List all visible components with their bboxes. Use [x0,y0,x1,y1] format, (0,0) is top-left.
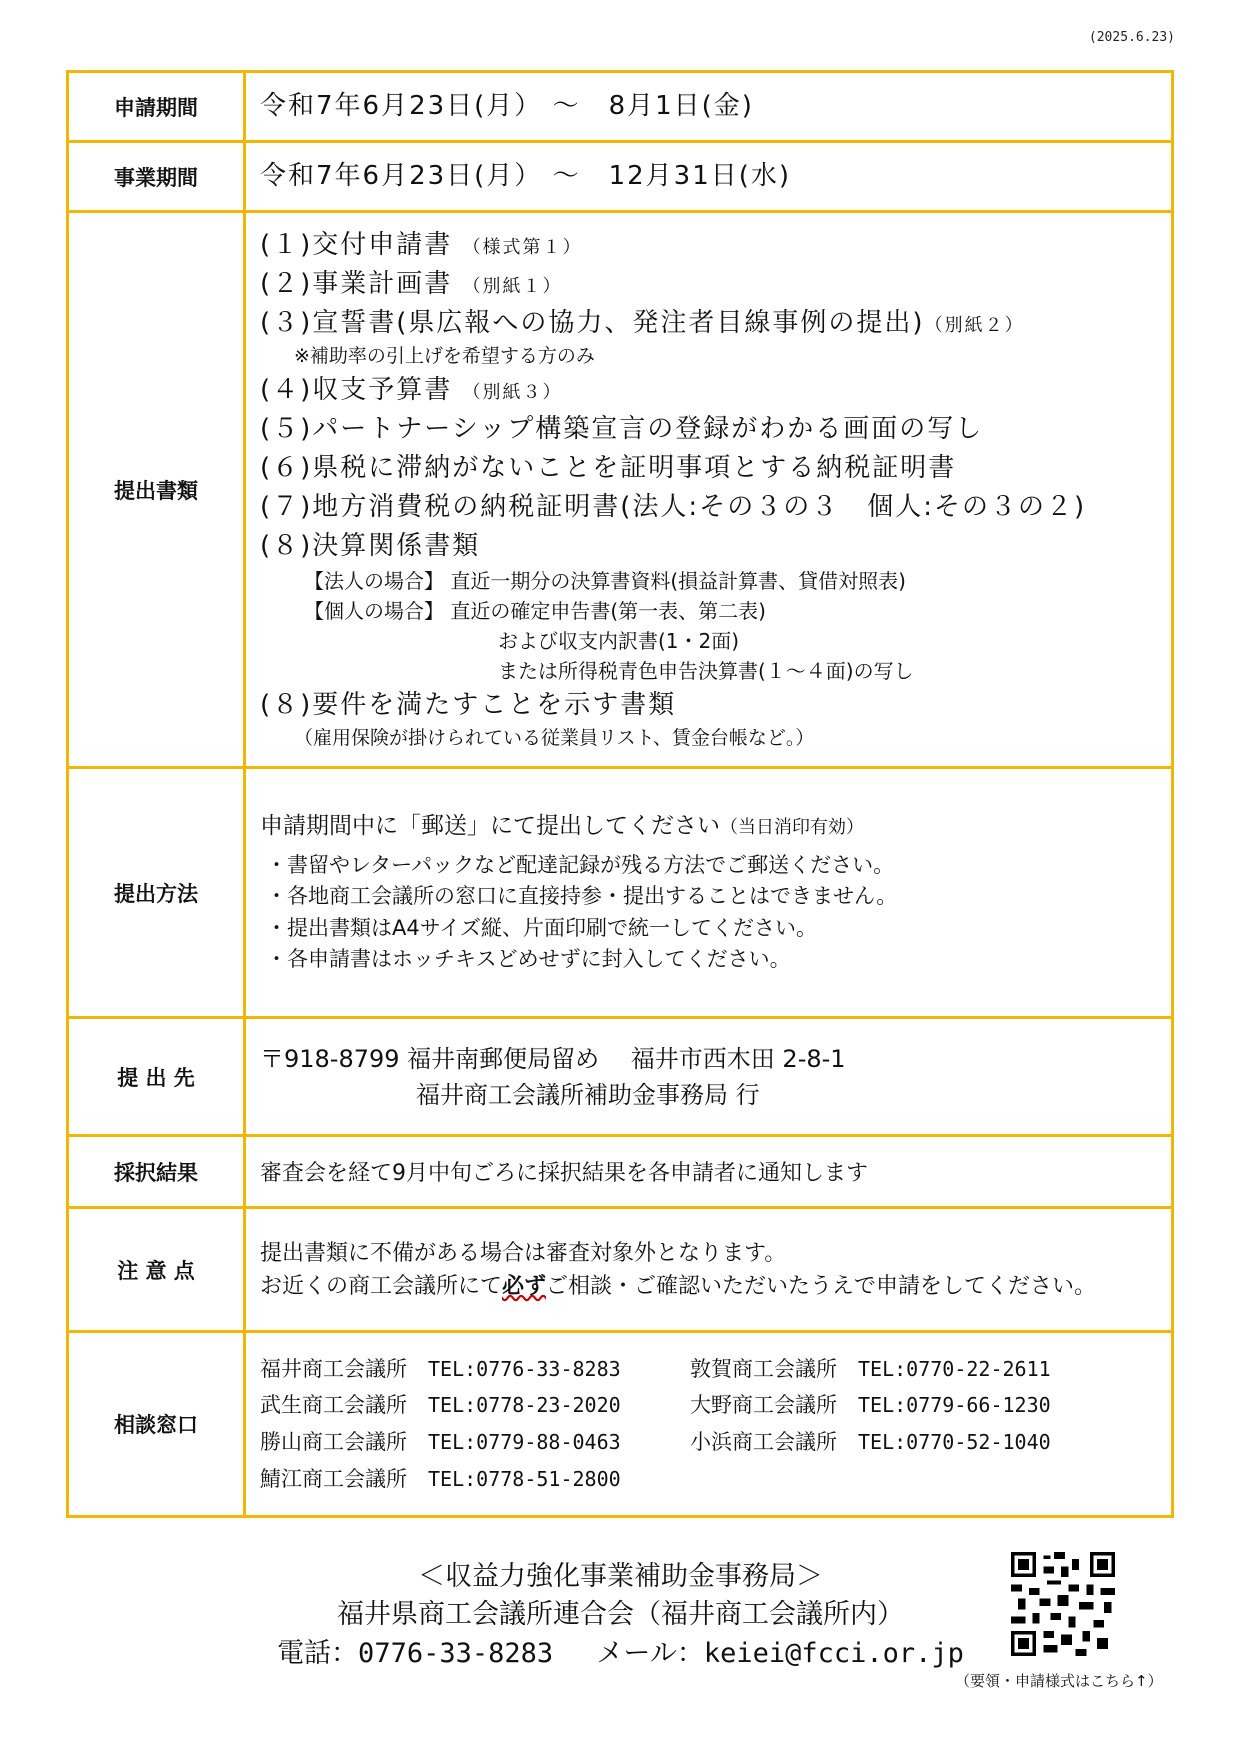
documents-list [245,212,1173,768]
doc-item: (２)事業計画書 （別紙１） [260,269,563,300]
contacts-grid [260,1351,1171,1498]
documents-label: 提出書類 [68,212,245,768]
destination-content [245,1018,1173,1136]
issue-date: (2025.6.23) [1088,30,1175,45]
notes-line: お近くの商工会議所にて必ずご相談・ご確認いただいたうえで申請をしてください。 [260,1273,1097,1299]
method-bullets [260,850,1171,976]
doc-corp-note: 【法人の場合】 直近一期分の決算書資料(損益計算書、貸借対照表) [304,569,906,593]
contacts-content [245,1332,1173,1517]
destination-recipient: 福井商工会議所補助金事務局 行 [416,1080,760,1109]
qr-code-icon[interactable] [1011,1552,1115,1656]
doc-item-note: ※補助率の引上げを希望する方のみ [294,345,595,368]
row-method [68,768,1173,1018]
doc-item: (８)要件を満たすことを示す書類 [260,690,677,720]
contact-item: 勝山商工会議所 TEL:0779-88-0463 [260,1430,621,1454]
footer-org: 福井県商工会議所連合会（福井商工会議所内） [337,1599,904,1631]
list-item: ・提出書類はA4サイズ縦、片面印刷で統一してください。 [266,915,818,940]
method-label: 提出方法 [68,768,245,1018]
info-table [66,70,1174,1518]
contact-item: 小浜商工会議所 TEL:0770-52-1040 [690,1430,1051,1454]
list-item: ・各申請書はホッチキスどめせずに封入してください。 [266,947,791,972]
row-apply-period [68,72,1173,142]
doc-req-note: （雇用保険が掛けられている従業員リスト、賃金台帳など。） [294,727,815,749]
row-destination [68,1018,1173,1136]
doc-item: (１)交付申請書 （様式第１） [260,230,583,261]
method-lead: 申請期間中に「郵送」にて提出してください（当日消印有効） [260,813,864,840]
footer-contact: 電話：0776-33-8283 メール：keiei@fcci.or.jp [277,1637,964,1669]
apply-period-label: 申請期間 [68,72,245,142]
footer-title: ＜収益力強化事業補助金事務局＞ [418,1561,823,1592]
doc-item: (６)県税に滞納がないことを証明事項とする納税証明書 [260,453,957,483]
notes-line: 提出書類に不備がある場合は審査対象外となります。 [260,1240,787,1266]
doc-item: (４)収支予算書 （別紙３） [260,375,563,405]
result-label: 採択結果 [68,1136,245,1208]
business-period-label: 事業期間 [68,142,245,212]
row-contacts [68,1332,1173,1517]
contact-item: 福井商工会議所 TEL:0776-33-8283 [260,1356,621,1381]
doc-indiv-note: および収支内訳書(1・2面) [498,629,740,653]
qr-note: （要領・申請様式はこちら↑） [955,1672,1163,1690]
doc-item: (７)地方消費税の納税証明書(法人:その３の３ 個人:その３の２) [260,492,1087,522]
row-business-period [68,142,1173,212]
contact-item: 鯖江商工会議所 TEL:0778-51-2800 [260,1466,621,1491]
emphasis-text: 必ず [502,1273,547,1299]
notes-label: 注 意 点 [68,1208,245,1332]
doc-item: (３)宣誓書(県広報への協力、発注者目線事例の提出)（別紙２） [260,308,1025,339]
business-period-value: 令和7年6月23日(月） ～ 12月31日(水) [245,142,1173,212]
doc-indiv-note: または所得税青色申告決算書(１～４面)の写し [498,659,914,683]
apply-period-value: 令和7年6月23日(月） ～ 8月1日(金) [245,72,1173,142]
list-item: ・各地商工会議所の窓口に直接持参・提出することはできません。 [266,884,898,909]
list-item: ・書留やレターパックなど配達記録が残る方法でご郵送ください。 [266,852,895,877]
doc-indiv-note: 【個人の場合】 直近の確定申告書(第一表、第二表) [304,599,766,623]
doc-item: (８)決算関係書類 [260,531,481,561]
result-text: 審査会を経て9月中旬ごろに採択結果を各申請者に通知します [245,1136,1173,1208]
destination-address: 〒918-8799 福井南郵便局留め 福井市西木田 2-8-1 [260,1044,846,1073]
method-content [245,768,1173,1018]
row-documents [68,212,1173,768]
contact-item: 大野商工会議所 TEL:0779-66-1230 [690,1393,1051,1418]
contacts-label: 相談窓口 [68,1332,245,1517]
row-result [68,1136,1173,1208]
contact-item: 敦賀商工会議所 TEL:0770-22-2611 [690,1356,1051,1381]
destination-label: 提 出 先 [68,1018,245,1136]
contact-item: 武生商工会議所 TEL:0778-23-2020 [260,1393,621,1418]
doc-item: (５)パートナーシップ構築宣言の登録がわかる画面の写し [260,414,984,444]
row-notes [68,1208,1173,1332]
notes-content [245,1208,1173,1332]
